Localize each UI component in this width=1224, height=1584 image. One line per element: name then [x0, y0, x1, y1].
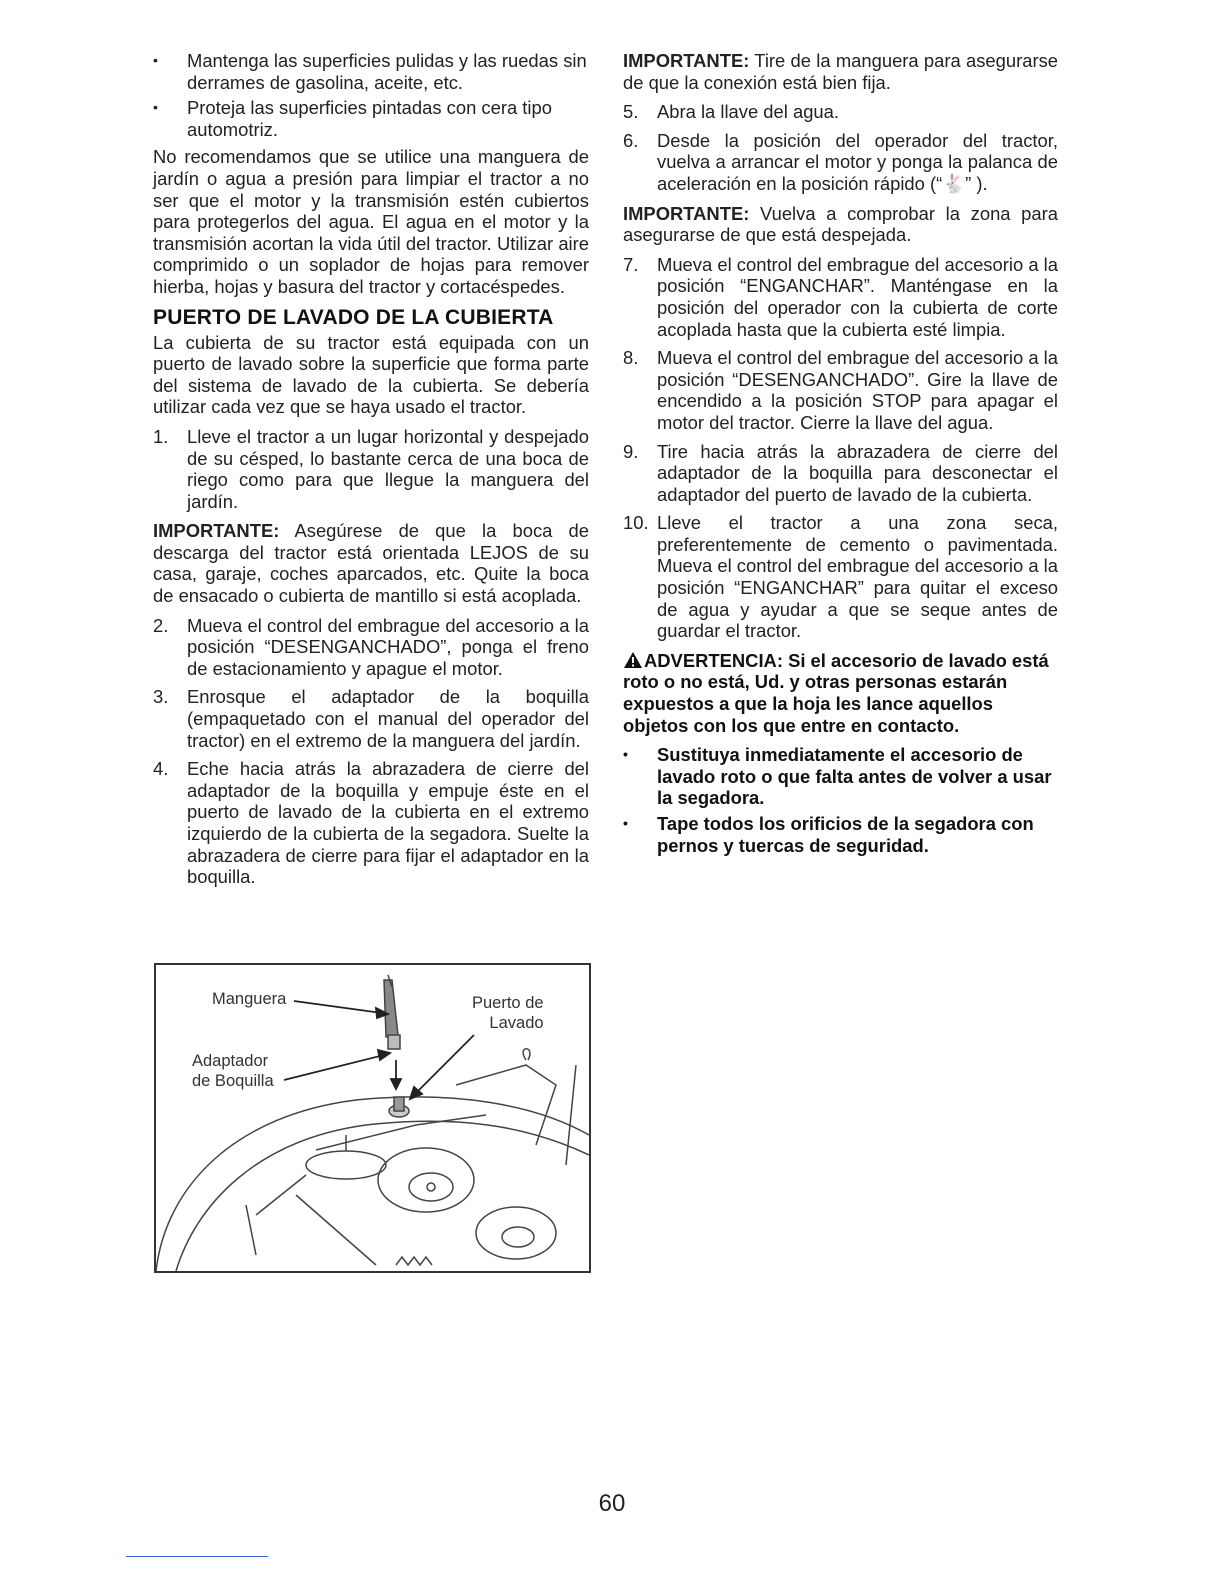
- important-text: Tire de la manguera para asegurarse de que la conexión está bien fija.: [623, 50, 1058, 93]
- important-label: IMPORTANTE:: [623, 202, 750, 224]
- step-item: [153, 758, 589, 888]
- step-item: [623, 441, 1058, 506]
- left-column: [153, 50, 589, 896]
- footer-line: [126, 1556, 268, 1557]
- bullet-wax: • Proteja las superficies pintadas con cera tipo automotriz.: [153, 97, 589, 140]
- important-text: Asegúrese de que la boca de descarga del tractor está orientada LEJOS de su casa, garaje, coches aparcados, etc. Quite la boca de ensacado o cubierta de mantillo si está acoplada.: [153, 520, 589, 607]
- warning-triangle-icon: [623, 651, 643, 669]
- section-heading: PUERTO DE LAVADO DE LA CUBIERTA: [153, 305, 554, 329]
- label-wash-port: Puerto de Lavado: [472, 994, 544, 1032]
- step-text: Mueva el control del embrague del accesorio a la posición “ENGANCHAR”. Manténgase en la posición del operador con la cubierta de corte acoplada hasta que la cubierta esté limpia.: [657, 253, 1058, 340]
- steps-list-2: [153, 615, 589, 888]
- step-text: Abra la llave del agua.: [657, 101, 839, 123]
- warning-block: [623, 650, 1058, 736]
- step-number: 3.: [153, 686, 169, 708]
- section-intro: La cubierta de su tractor está equipada con un puerto de lavado sobre la superficie que forma parte del sistema de lavado de la cubierta. Se debería utilizar cada vez que se haya usado el tractor.: [153, 331, 589, 418]
- warning-bullets: [623, 744, 1058, 856]
- step-item: [153, 686, 589, 751]
- step-number: 10.: [623, 512, 649, 534]
- important-note-3: [623, 203, 1058, 246]
- step-number: 2.: [153, 614, 169, 636]
- step-item: [153, 615, 589, 680]
- step-number: 5.: [623, 101, 639, 123]
- wash-port-figure: [154, 963, 591, 1273]
- step-number: 7.: [623, 253, 639, 275]
- step-text: Lleve el tractor a un lugar horizontal y despejado de su césped, lo bastante cerca de una boca de riego como para que llegue la manguera del jardín.: [187, 425, 589, 512]
- step-text: Desde la posición del operador del tractor, vuelva a arrancar el motor y ponga la palanca de aceleración en la posición rápido (“🐇” ).: [657, 129, 1058, 194]
- step-number: 9.: [623, 440, 639, 462]
- steps-list-1: [153, 426, 589, 512]
- step-item: [623, 254, 1058, 340]
- step-text: Mueva el control del embrague del accesorio a la posición “DESENGANCHADO”. Gire la llave de encendido a la posición STOP para apagar el motor del tractor. Cierre la llave del agua.: [657, 347, 1058, 433]
- right-column: [623, 50, 1058, 862]
- steps-list-3: [623, 101, 1058, 194]
- cleaning-paragraph: No recomendamos que se utilice una manguera de jardín o agua a presión para limpiar el tractor a no ser que el motor y la transmisión estén cubiertos para protegerlos del agua. El agua en el motor y la transmisión acortan la vida útil del tractor. Utilizar aire comprimido o un soplador de hojas para remover hierba, hojas y basura del tractor y cortacéspedes.: [153, 146, 589, 297]
- step-text: Lleve el tractor a una zona seca, preferentemente de cemento o pavimentada. Mueva el control del embrague del accesorio a la posición “ENGANCHAR” para quitar el exceso de agua y ayudar a que se seque antes de guardar el tractor.: [657, 512, 1058, 642]
- warning-text: ADVERTENCIA: Si el accesorio de lavado está roto o no está, Ud. y otras personas estarán expuestos a que la hoja les lance aquellos objetos con los que entre en contacto.: [623, 649, 1049, 736]
- step-item: [153, 426, 589, 512]
- label-hose: Manguera: [212, 990, 287, 1008]
- important-text: Vuelva a comprobar la zona para asegurarse de que está despejada.: [623, 202, 1058, 246]
- step-number: 8.: [623, 347, 639, 369]
- warning-bullet: • Tape todos los orificios de la segadora con pernos y tuercas de seguridad.: [623, 813, 1058, 856]
- step-number: 6.: [623, 129, 639, 151]
- step-text: Enrosque el adaptador de la boquilla (empaquetado con el manual del operador del tractor) en el extremo de la manguera del jardín.: [187, 686, 589, 751]
- important-label: IMPORTANTE:: [623, 50, 750, 71]
- step-number: 1.: [153, 425, 169, 447]
- step-text: Eche hacia atrás la abrazadera de cierre del adaptador de la boquilla y empuje éste en el puerto de lavado de la cubierta en el extremo izquierdo de la cubierta de la segadora. Suelte la abrazadera de cierre para fijar el adaptador en la boquilla.: [187, 758, 589, 888]
- step-text: Mueva el control del embrague del accesorio a la posición “DESENGANCHADO”, ponga el freno de estacionamiento y apague el motor.: [187, 614, 589, 679]
- step-item: [623, 130, 1058, 195]
- steps-list-4: [623, 254, 1058, 642]
- important-note-1: [153, 520, 589, 606]
- important-note-2: [623, 50, 1058, 93]
- page-number: 60: [598, 1490, 626, 1517]
- label-nozzle-adapter: Adaptador de Boquilla: [192, 1052, 274, 1090]
- step-number: 4.: [153, 758, 169, 780]
- step-item: [623, 512, 1058, 642]
- important-label: IMPORTANTE:: [153, 520, 280, 542]
- step-text: Tire hacia atrás la abrazadera de cierre del adaptador de la boquilla para desconectar el adaptador del puerto de lavado de la cubierta.: [657, 440, 1058, 505]
- step-item: [623, 101, 1058, 123]
- bullet-polish: • Mantenga las superficies pulidas y las ruedas sin derrames de gasolina, aceite, etc.: [153, 50, 589, 93]
- care-bullets: [153, 50, 589, 140]
- step-item: [623, 347, 1058, 433]
- warning-bullet: • Sustituya inmediatamente el accesorio de lavado roto o que falta antes de volver a usar la segadora.: [623, 744, 1058, 809]
